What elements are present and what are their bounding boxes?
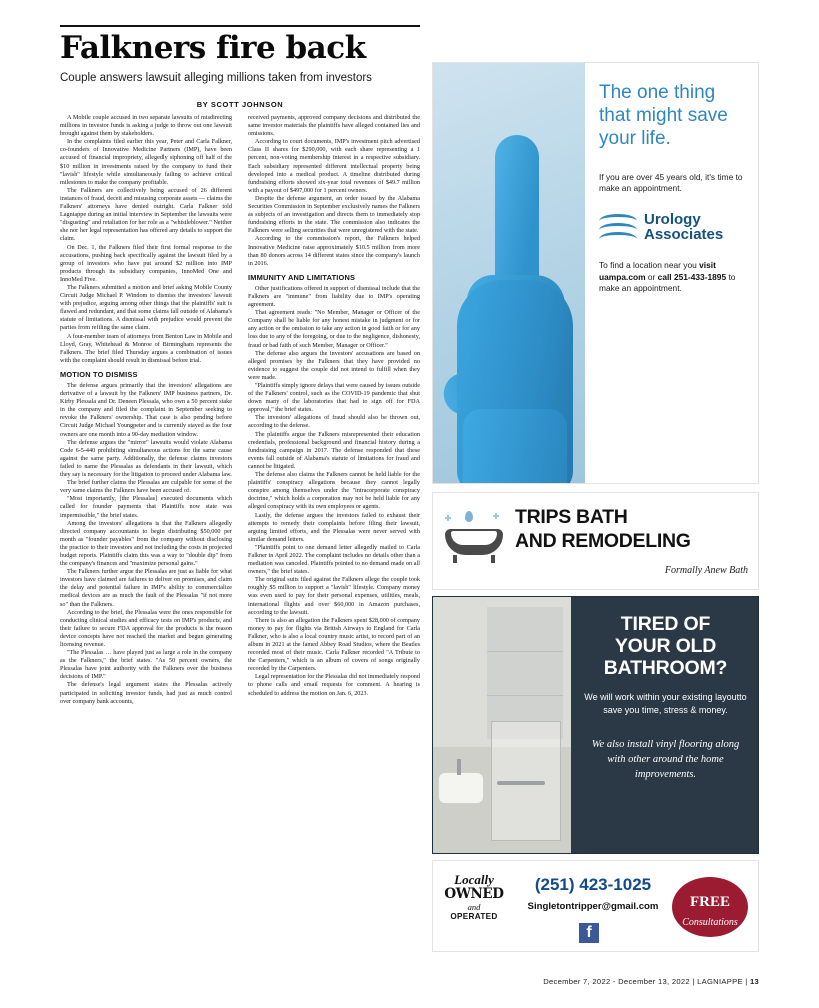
paragraph: A four-member team of attorneys from Benton Law in Mobile and Lloyd, Gray, Whitehead & Monroe of Birmingham represents the Falkners. The brief filed Thursday argues a combination of issues with the complaint should result in dismissal before trial. [60, 332, 232, 364]
headline-rule [60, 25, 420, 27]
article-column-2 [248, 114, 420, 962]
locally-owned-badge [441, 873, 507, 939]
ad-urology-headline: The one thing that might save your life. [599, 82, 728, 149]
ad-bathroom-copy [571, 597, 759, 854]
paragraph: "Plaintiffs point to one demand letter allegedly mailed to Carla Falkner in April 2022. The complaint includes no details other than a mediation was canceled. Plaintiffs pointed to no demand made on all owners," the brief states. [248, 543, 420, 576]
paragraph: The defense's legal argument states the Plessalas actively participated in soliciting investor funds, had just as much control over company bank accounts, [60, 681, 232, 705]
paragraph: The plaintiffs argue the Falkners misrepresented their education credentials, professional background and financial history during a fundraising campaign in 2017. The defense responded that these events fall outside of Alabama's statute of limitations for fraud and cannot be litigated. [248, 430, 420, 470]
ad-urology-cta-site[interactable]: visit uampa.com [599, 260, 716, 282]
page-footer [543, 977, 759, 986]
paragraph: According to the brief, the Plessalas were the ones responsible for conducting clinical studies and efficacy tests on IMP's products, and their failure to secure FDA approval for the products is the reason device concepts have not reached the market and begun generating licensing revenue. [60, 608, 232, 648]
ad-urology-associates[interactable] [432, 62, 759, 484]
locally-line4: OPERATED [450, 912, 498, 921]
ad-bathroom-head-line3: BATHROOM? [603, 657, 728, 679]
paragraph: "Most importantly, [the Plessalas] executed documents which called for founder payments that Plaintiffs now state was impermissible," the brief states. [60, 495, 232, 519]
free-consultations-badge [672, 877, 748, 937]
article-deck: Couple answers lawsuit alleging millions taken from investors [60, 72, 372, 84]
paragraph: The defense argues primarily that the investors' allegations are derivative of a lawsuit by the Falkners' IMP business partners, Dr. Kirby Plessala and Dr. Deneen Plessala, who own a 50 percent stake in the company and filed the complaint in September seeking to revoke the Falkners' ownership. That case is also pending before Circuit Judge Michael Youngpeter and is currently stayed as the four owners are one month into a 90-day mediation window. [60, 382, 232, 438]
paragraph: The Falkners submitted a motion and brief asking Mobile County Circuit Judge Michael P. Windom to dismiss the investors' lawsuit with prejudice, arguing among other things that the plaintiffs' suit is flawed and redundant, and that some claims fall outside of Alabama's statute of limitations. A dismissal with prejudice would prevent the parties from refiling the same claim. [60, 283, 232, 332]
paragraph: The defense also argues the investors' accusations are based on alleged promises by the Falkners that they have provided no evidence to suggest the couple did not intend to fulfill when they were made. [248, 349, 420, 381]
ad-trips-line1: TRIPS BATH [515, 506, 628, 528]
article-columns [60, 114, 420, 962]
paragraph: Despite the defense argument, an order issued by the Alabama Securities Commission in September exclusively names the Falkners as subjects of an investigation and directs them to immediately stop fundraising efforts in the state. The commission also indicates the Falkners were selling securities that were unregistered with the state. [248, 194, 420, 235]
paragraph: The brief further claims the Plessalas are culpable for some of the very same claims the Falkners have been accused of. [60, 479, 232, 495]
wave-logo-icon [599, 210, 637, 244]
section-heading-motion-to-dismiss: MOTION TO DISMISS [60, 369, 138, 379]
ad-bathroom-headline [583, 613, 748, 679]
ad-bathroom-italic-text: We also install vinyl flooring along with other around the home improvements. [591, 739, 740, 780]
paragraph: In the complaints filed earlier this year, Peter and Carla Falkner, co-founders of Innovative Medicine Partners (IMP), have been accused of financial impropriety, allegedly siphoning off half of the $10 million in investments raised by the company to fund their "lavish" lifestyle while simultaneously failing to achieve critical milestones to make the company profitable. [60, 138, 232, 186]
paragraph: "Plaintiffs simply ignore delays that were caused by issues outside of the Falkners' control, such as the COVID-19 pandemic that shut down many of the laboratories that had to sign off for FDA approval," the brief states. [248, 382, 420, 414]
locally-line1: Locally [454, 872, 494, 887]
section-heading-immunity-and-limitations: IMMUNITY AND LIMITATIONS [248, 272, 356, 282]
paragraph: The original suits filed against the Falkners allege the couple took roughly $5 million to support a "lavish" lifestyle. Company money was even used to pay for their personal expenses, utilities, meals, international flights and over $60,000 in Amazon purchases, according to the lawsuit. [248, 576, 420, 616]
article-byline: BY SCOTT JOHNSON [196, 100, 284, 109]
bathroom-photo [433, 597, 571, 854]
paragraph: Lastly, the defense argues the investors failed to exhaust their attempts to remedy their complaints before filing their lawsuit, arguing limited efforts, and the Plessalas were never served with similar demand letters. [248, 511, 420, 543]
footer-separator-2: | [745, 977, 748, 986]
ad-urology-logo [599, 210, 746, 244]
footer-page-number: 13 [749, 977, 759, 986]
paragraph: Legal representation for the Plessalas did not immediately respond to phone calls and email requests for comment. A hearing is scheduled to address the motion on Jan. 6, 2023. [248, 673, 420, 697]
paragraph: Other justifications offered in support of dismissal include that the Falkners are "immune" from liability due to IMP's operating agreement. [248, 284, 420, 309]
paragraph: There is also an allegation the Falkners spent $28,000 of company money to pay for flights via British Airways to England for Carla Falkner, who is also a local country music artist, to record part of an album in 2021 at the famed Abbey Road Studios, where the Beatles recorded most of their music. Carla Falkner recorded "A Tribute to the Carpenters," which is an album of covers of songs originally recorded by the Carpenters. [248, 616, 420, 673]
ad-urology-copy [585, 63, 759, 484]
page-title: Falkners fire back [60, 30, 366, 66]
blue-glove-icon [439, 95, 585, 484]
paragraph: The Falkners are collectively being accused of 26 different instances of fraud, deceit and misusing corporate assets — claims the Falkners' attorneys have denied outright. Carla Falkner told Lagniappe during an initial interview in September the lawsuits were "disgusting" and retaliation for her role as a "whistleblower." Neither she nor her legal representation has offered any details to support the claim. [60, 186, 232, 243]
ad-trips-title [515, 505, 755, 553]
locally-line2: OWNED [444, 886, 504, 902]
contact-details [517, 875, 669, 912]
free-badge-line2: Consultations [682, 917, 738, 928]
ad-bathroom-remodel[interactable] [432, 596, 759, 854]
locally-line3: and [467, 902, 481, 912]
paragraph: The defense also claims the Falkners cannot be held liable for the plaintiffs' conspiracy allegations because they cannot legally conspire among themselves under the "intracorporate conspiracy doctrine," which holds a corporation may not be held liable for any alleged conspiracy with its own employees or agents. [248, 471, 420, 511]
footer-publication: LAGNIAPPE [697, 977, 743, 986]
bathtub-icon [443, 509, 507, 565]
paragraph: According to court documents, IMP's investment pitch advertised Class II shares for $290,000, with each share representing a 1 percent, non-voting membership interest in a respective subsidiary. Each subsidiary represented different intellectual property being developed into a medical product. A timeline distributed during fundraising efforts showed six-year total revenues of $49.7 million with a payout of $497,000 for 1 percent owners. [248, 138, 420, 194]
paragraph: A Mobile couple accused in two separate lawsuits of misdirecting millions in investor funds is asking a judge to throw out one lawsuit brought against them by stakeholders. [60, 114, 232, 138]
contact-phone[interactable]: (251) 423-1025 [534, 875, 652, 894]
advertisement-rail [432, 62, 759, 952]
contact-email[interactable]: Singletontripper@gmail.com [527, 901, 659, 912]
article-column-1 [60, 114, 232, 962]
paragraph: "The Plessalas … have played just as large a role in the company as the Falkners," the brief states. "As 50 percent owners, the Plessalas have joint authority with the Falkners over the business decisions of IMP." [60, 649, 232, 681]
facebook-icon[interactable]: f [579, 923, 599, 943]
ad-urology-subhead: If you are over 45 years old, it's time to make an appointment. [599, 172, 743, 193]
ad-urology-cta-phone[interactable]: call 251-433-1895 [657, 271, 727, 282]
ad-trips-line2: AND REMODELING [515, 530, 691, 552]
ad-trips-tagline: Formally Anew Bath [664, 565, 748, 576]
footer-dates: December 7, 2022 - December 13, 2022 [543, 977, 690, 986]
paragraph: received payments, approved company decisions and distributed the same investor materials the plaintiffs have alleged contained lies and omissions. [248, 114, 420, 138]
ad-bathroom-subtext: We will work within your existing layoutto save you time, stress & money. [584, 692, 747, 715]
glove-photo [433, 63, 585, 484]
ad-trips-bath-header[interactable] [432, 492, 759, 590]
paragraph: That agreement reads: "No Member, Manager or Officer of the Company shall be liable for any honest mistake in judgment or for any action or the omission to take any action in good faith or for any loss due to any of the foregoing, or due to the negligence, dishonesty, fraud or bad faith of such Member, Manager or Officer." [248, 309, 420, 349]
paragraph: On Dec. 1, the Falkners filed their first formal response to the accusations, pushing back specifically against the lawsuit filed by a group of investors who have put around $2 million into IMP products through its subsidiary companies, InnoMed One and InnoMed Five. [60, 243, 232, 283]
ad-urology-cta-prefix: To find a location near you [599, 260, 697, 270]
ad-urology-brand-line1: Urology [644, 211, 701, 228]
ad-urology-cta [599, 260, 746, 295]
ad-urology-cta-or: or [647, 271, 656, 282]
paragraph: The defense argues the "mirror" lawsuits would violate Alabama Code 6-5-440 prohibiting simultaneous actions for the same cause against the same party. Additionally, the defense claims investors failed to name the Plessalas as defendants in their lawsuit, which they say is necessary for the litigation to proceed under Alabama law. [60, 438, 232, 479]
paragraph: The Falkners further argue the Plessalas are just as liable for what investors have claimed are failures to deliver on promises, and claim the delay and potential failure in IMP's ability to commercialize medical devices are as much the fault of the Plessalas "if not more so" than the Falkners. [60, 568, 232, 608]
ad-bathroom-head-line2: YOUR OLD [614, 635, 717, 657]
paragraph: According to the commission's report, the Falkners helped Innovative Medicine raise approximately $10.5 million from more than 80 donors across 14 different states since the company's launch in 2016. [248, 235, 420, 267]
paragraph: The investors' allegations of fraud should also be thrown out, according to the defense. [248, 414, 420, 430]
paragraph: Among the investors' allegations is that the Falkners allegedly directed company accountants to begin distributing $50,000 per month as "founder payables" from the company without disclosing the practice to their investors and not including the costs in projected budget reports. Plaintiffs claim this was a way to "double dip" from the company's finances and "maximize personal gains." [60, 519, 232, 568]
footer-separator: | [692, 977, 695, 986]
ad-urology-brand-line2: Associates [644, 226, 724, 243]
free-badge-line1: FREE [689, 894, 730, 910]
ad-contact-strip[interactable] [432, 860, 759, 952]
ad-urology-cta-suffix: to make an appointment. [599, 271, 736, 293]
ad-bathroom-head-line1: TIRED OF [620, 613, 711, 635]
